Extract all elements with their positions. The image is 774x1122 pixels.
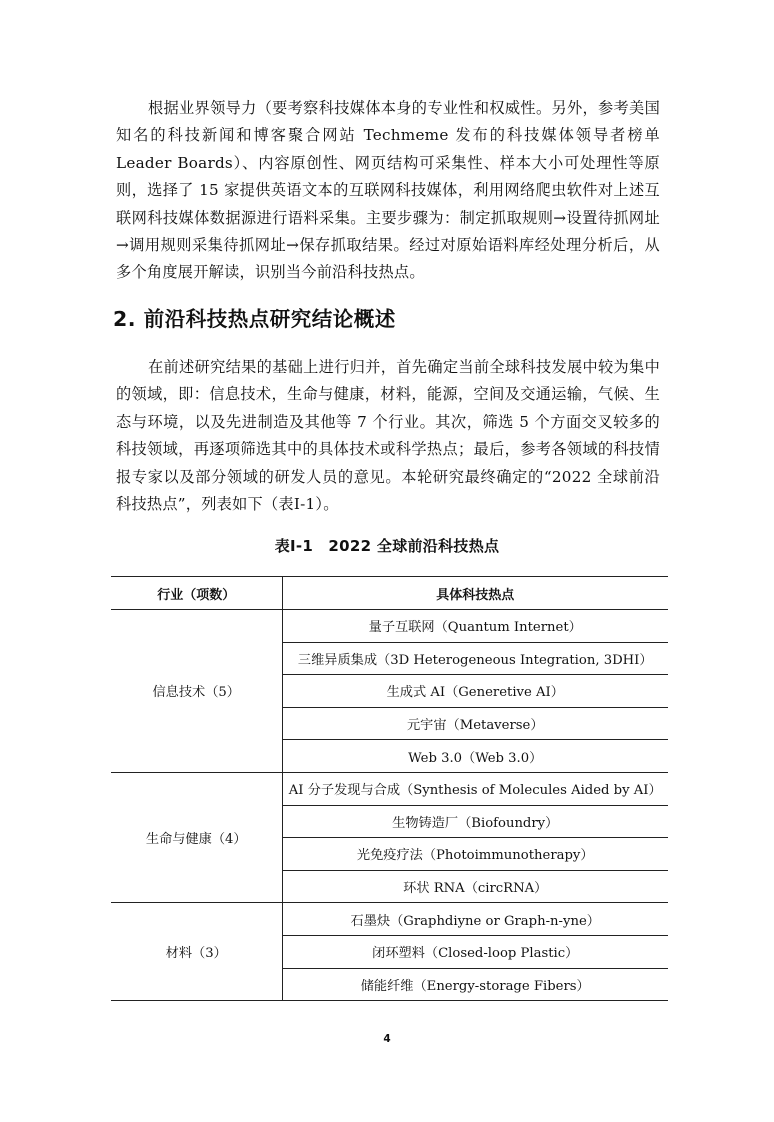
header-industry: 行业（项数） (111, 577, 282, 610)
table-row (111, 772, 668, 805)
hotspot-cell: 生成式 AI（Generetive AI） (282, 675, 668, 708)
hotspot-cell: 环状 RNA（circRNA） (282, 870, 668, 903)
hotspot-cell: 生物铸造厂（Biofoundry） (282, 805, 668, 838)
header-hotspot: 具体科技热点 (282, 577, 668, 610)
industry-cell: 材料（3） (111, 903, 282, 1001)
table-header-row (111, 577, 668, 610)
industry-cell: 生命与健康（4） (111, 772, 282, 902)
hotspot-cell: 储能纤维（Energy-storage Fibers） (282, 968, 668, 1001)
table-row (111, 903, 668, 936)
page-number: 4 (383, 1033, 391, 1045)
hotspot-cell: 石墨炔（Graphdiyne or Graph-n-yne） (282, 903, 668, 936)
hotspot-cell: 量子互联网（Quantum Internet） (282, 610, 668, 643)
hotspot-cell: Web 3.0（Web 3.0） (282, 740, 668, 773)
table-row (111, 610, 668, 643)
hotspot-cell: 光免疫疗法（Photoimmunotherapy） (282, 838, 668, 871)
industry-cell: 信息技术（5） (111, 610, 282, 773)
intro-paragraph: 根据业界领导力（要考察科技媒体本身的专业性和权威性。另外，参考美国知名的科技新闻和博客聚合网站 Techmeme 发布的科技媒体领导者榜单 Leader Boards）、内容原创性、网页结构可采集性、样本大小可处理性等原则，选择了 15 家提供英语文本的互联网科技媒体，利用网络爬虫软件对上述互联网科技媒体数据源进行语料采集。主要步骤为：制定抓取规则→设置待抓网址→调用规则采集待抓网址→保存抓取结果。经过对原始语料库经处理分析后，从多个角度展开解读，识别当今前沿科技热点。 (116, 99, 660, 282)
hotspot-cell: 闭环塑料（Closed-loop Plastic） (282, 935, 668, 968)
section-heading: 2. 前沿科技热点研究结论概述 (113, 307, 396, 331)
summary-paragraph: 在前述研究结果的基础上进行归并，首先确定当前全球科技发展中较为集中的领域，即：信息技术，生命与健康，材料，能源，空间及交通运输，气候、生态与环境，以及先进制造及其他等 7 个行业。其次，筛选 5 个方面交叉较多的科技领域，再逐项筛选其中的具体技术或科学热点；最后，参考各领域的科技情报专家以及部分领域的研发人员的意见。本轮研究最终确定的“2022 全球前沿科技热点”，列表如下（表Ⅰ-1）。 (116, 358, 660, 514)
hotspot-cell: AI 分子发现与合成（Synthesis of Molecules Aided by AI） (282, 772, 668, 805)
hotspot-cell: 元宇宙（Metaverse） (282, 707, 668, 740)
hotspot-table (111, 576, 668, 1001)
hotspot-cell: 三维异质集成（3D Heterogeneous Integration, 3DHI） (282, 642, 668, 675)
table-caption: 表Ⅰ-1 2022 全球前沿科技热点 (274, 537, 500, 555)
